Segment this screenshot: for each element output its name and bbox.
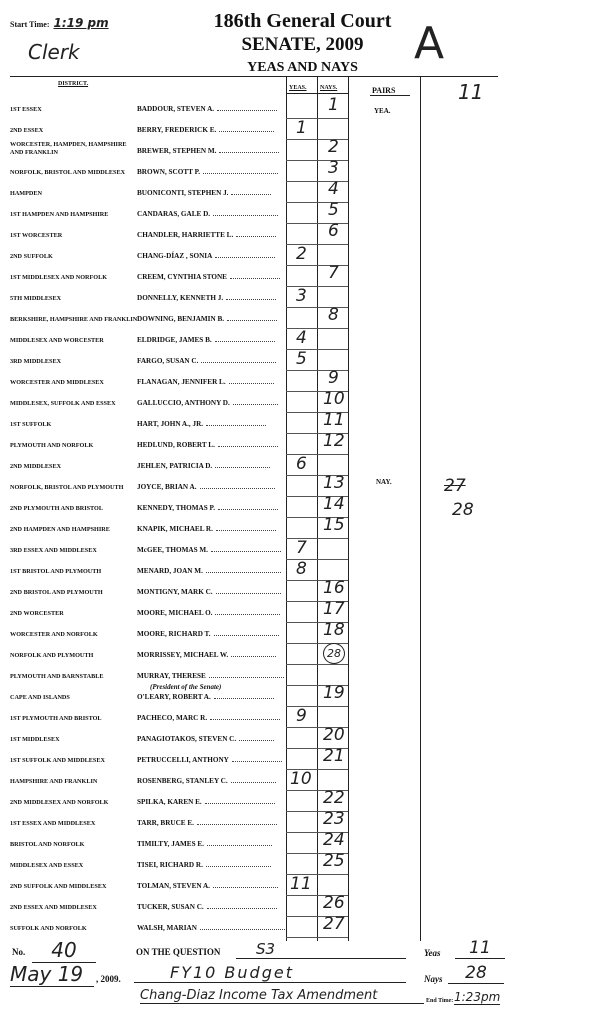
senator-name (137, 756, 282, 764)
senator-name-text: JEHLEN, PATRICIA D. (137, 462, 213, 470)
senator-name (137, 105, 277, 113)
start-time-label: Start Time: (10, 20, 50, 29)
name-leader (236, 236, 276, 237)
name-leader (219, 152, 279, 153)
name-leader (231, 194, 271, 195)
senator-name (137, 441, 278, 449)
top-right-number: 11 (458, 80, 484, 104)
district-header: DISTRICT. (58, 81, 89, 87)
name-leader (230, 278, 280, 279)
question-label: ON THE QUESTION (136, 947, 221, 957)
senator-name-text: MOORE, MICHAEL O. (137, 609, 213, 617)
senator-name-text: CHANG-DÍAZ , SONIA (137, 252, 213, 260)
senator-name (137, 819, 277, 827)
senator-name-text: DONNELLY, KENNETH J. (137, 294, 224, 302)
senator-name-text: BERRY, FREDERICK E. (137, 126, 217, 134)
name-leader (229, 383, 274, 384)
senator-name (137, 924, 285, 932)
senator-district: 2ND BRISTOL AND PLYMOUTH (10, 589, 103, 596)
senator-name (137, 798, 275, 806)
name-leader (231, 782, 276, 783)
senator-district: MIDDLESEX AND WORCESTER (10, 337, 104, 344)
senator-district: 1ST SUFFOLK AND MIDDLESEX (10, 757, 105, 764)
yea-mark: 10 (290, 769, 312, 789)
senator-name-text: SPILKA, KAREN E. (137, 798, 202, 806)
nay-mark: 24 (323, 830, 345, 850)
senator-name-text: CREEM, CYNTHIA STONE (137, 273, 227, 281)
senator-district: NORFOLK, BRISTOL AND PLYMOUTH (10, 484, 124, 491)
vote-date: May 19 (10, 962, 94, 987)
pairs-header: PAIRS (372, 86, 396, 95)
senator-name-text: O'LEARY, ROBERT A. (137, 693, 211, 701)
senator-district: CAPE AND ISLANDS (10, 694, 70, 701)
nay-mark: 23 (323, 809, 345, 829)
senator-name-text: MURRAY, THERESE (137, 672, 206, 680)
yea-mark: 4 (296, 328, 307, 348)
senator-name (137, 252, 275, 260)
name-leader (207, 845, 272, 846)
senator-district: MIDDLESEX AND ESSEX (10, 862, 84, 869)
yea-mark: 3 (296, 286, 307, 306)
senator-note: (President of the Senate) (150, 683, 222, 691)
nay-mark: 21 (323, 746, 345, 766)
nay-mark: 7 (328, 263, 339, 283)
name-leader (213, 887, 278, 888)
start-time-value: 1:19 pm (53, 16, 109, 30)
senator-district: WORCESTER, HAMPDEN, HAMPSHIRE AND FRANKLIN (10, 141, 127, 156)
senator-name (137, 525, 276, 533)
senator-name (137, 168, 278, 176)
senator-district: HAMPDEN (10, 190, 42, 197)
senator-name-text: GALLUCCIO, ANTHONY D. (137, 399, 230, 407)
page-subtitle: SENATE, 2009 (241, 34, 364, 55)
senator-name-text: TARR, BRUCE E. (137, 819, 194, 827)
name-leader (217, 110, 277, 111)
senator-district: 2ND MIDDLESEX AND NORFOLK (10, 799, 109, 806)
nay-mark: 3 (328, 158, 339, 178)
senator-name (137, 126, 274, 134)
name-leader (206, 572, 281, 573)
name-leader (214, 635, 279, 636)
pairs-nay-label: NAY. (376, 478, 392, 486)
name-leader (207, 908, 277, 909)
senator-name-text: PETRUCCELLI, ANTHONY (137, 756, 229, 764)
senator-district: 1ST MIDDLESEX AND NORFOLK (10, 274, 108, 281)
name-leader (210, 719, 280, 720)
name-leader (219, 131, 274, 132)
name-leader (227, 320, 277, 321)
senator-name (137, 903, 277, 911)
senator-name (137, 210, 278, 218)
senator-district: 1ST HAMPDEN AND HAMPSHIRE (10, 211, 109, 218)
senator-name (137, 399, 278, 407)
senator-name-text: FLANAGAN, JENNIFER L. (137, 378, 226, 386)
senator-district: 2ND PLYMOUTH AND BRISTOL (10, 505, 104, 512)
vote-year: , 2009. (96, 974, 121, 984)
yea-mark: 2 (296, 244, 307, 264)
senator-district: NORFOLK AND PLYMOUTH (10, 652, 94, 659)
senator-district: SUFFOLK AND NORFOLK (10, 925, 87, 932)
senator-name (137, 588, 281, 596)
senator-name (137, 273, 280, 281)
senator-name (137, 693, 274, 701)
nay-mark: 22 (323, 788, 345, 808)
senator-name (137, 651, 276, 659)
senator-district: WORCESTER AND MIDDLESEX (10, 379, 104, 386)
yea-mark: 7 (296, 538, 307, 558)
senator-name (137, 462, 270, 470)
name-leader (206, 866, 271, 867)
name-leader (200, 929, 285, 930)
senator-name (137, 714, 280, 722)
senator-name-text: BROWN, SCOTT P. (137, 168, 201, 176)
nay-mark: 25 (323, 851, 345, 871)
senator-district: 1ST ESSEX AND MIDDLESEX (10, 820, 96, 827)
senator-name (137, 294, 276, 302)
name-leader (197, 824, 277, 825)
end-time-label: End Time: (426, 998, 454, 1004)
name-leader (215, 614, 280, 615)
senator-name (137, 672, 284, 680)
question-value: S3 (236, 940, 406, 959)
row-rule (286, 664, 348, 665)
clerk-note: Clerk (28, 40, 80, 64)
name-leader (216, 593, 281, 594)
senator-name-text: KENNEDY, THOMAS P. (137, 504, 216, 512)
senator-name (137, 609, 280, 617)
nay-mark: 1 (328, 95, 339, 115)
nay-mark: 20 (323, 725, 345, 745)
name-leader (215, 257, 275, 258)
senator-district: BERKSHIRE, HAMPSHIRE AND FRANKLIN (10, 316, 138, 323)
senator-name-text: PANAGIOTAKOS, STEVEN C. (137, 735, 237, 743)
yeas-total-value: 11 (455, 938, 505, 959)
senator-district: 3RD ESSEX AND MIDDLESEX (10, 547, 97, 554)
senator-district: WORCESTER AND NORFOLK (10, 631, 98, 638)
senator-district: 1ST ESSEX (10, 106, 42, 113)
senator-district: 2ND ESSEX AND MIDDLESEX (10, 904, 97, 911)
pairs-nay-value: 28 (452, 500, 474, 520)
senator-name (137, 189, 271, 197)
nay-mark: 9 (328, 368, 339, 388)
senator-district: 2ND HAMPDEN AND HAMPSHIRE (10, 526, 110, 533)
senator-name (137, 840, 272, 848)
nays-total-label: Nays (424, 974, 443, 984)
senator-name-text: HEDLUND, ROBERT L. (137, 441, 215, 449)
row-rule (286, 937, 348, 938)
senator-district: 5TH MIDDLESEX (10, 295, 62, 302)
senator-district: 2ND SUFFOLK AND MIDDLESEX (10, 883, 107, 890)
senator-name-text: MORRISSEY, MICHAEL W. (137, 651, 229, 659)
name-leader (205, 803, 275, 804)
name-leader (218, 446, 278, 447)
nay-mark: 12 (323, 431, 345, 451)
senator-name-text: MENARD, JOAN M. (137, 567, 203, 575)
nay-mark: 14 (323, 494, 345, 514)
name-leader (239, 740, 274, 741)
yea-mark: 6 (296, 454, 307, 474)
end-time-value: 1:23pm (454, 990, 501, 1004)
nay-mark: 17 (323, 599, 345, 619)
senator-name (137, 735, 274, 743)
nay-mark: 11 (323, 410, 345, 430)
senator-name (137, 315, 277, 323)
name-leader (231, 656, 276, 657)
senator-name-text: FARGO, SUSAN C. (137, 357, 199, 365)
senator-name-text: ROSENBERG, STANLEY C. (137, 777, 228, 785)
pairs-yea-label: YEA. (374, 107, 391, 115)
senator-name (137, 567, 281, 575)
senator-district: 2ND MIDDLESEX (10, 463, 62, 470)
senator-name (137, 357, 276, 365)
yea-mark: 1 (296, 118, 307, 138)
nay-mark: 10 (323, 389, 345, 409)
sheet-letter: A (414, 18, 445, 69)
senator-name-text: JOYCE, BRIAN A. (137, 483, 197, 491)
name-leader (209, 677, 284, 678)
name-leader (213, 215, 278, 216)
senator-name-text: BADDOUR, STEVEN A. (137, 105, 215, 113)
nay-mark: 28 (323, 643, 345, 664)
pairs-nay-struck: 27 (444, 476, 466, 496)
senator-name (137, 777, 276, 785)
name-leader (215, 467, 270, 468)
nays-total-value: 28 (448, 963, 504, 984)
name-leader (216, 530, 276, 531)
yeas-total-label: Yeas (424, 948, 441, 958)
page-heading: YEAS AND NAYS (247, 60, 358, 75)
yea-mark: 8 (296, 559, 307, 579)
senator-name (137, 420, 266, 428)
senator-district: BRISTOL AND NORFOLK (10, 841, 85, 848)
yea-mark: 9 (296, 706, 307, 726)
senator-name-text: BREWER, STEPHEN M. (137, 147, 217, 155)
senator-district: 2ND WORCESTER (10, 610, 64, 617)
senator-name-text: KNAPIK, MICHAEL R. (137, 525, 213, 533)
senator-name-text: McGEE, THOMAS M. (137, 546, 208, 554)
senator-name (137, 504, 278, 512)
senator-district: 2ND ESSEX (10, 127, 44, 134)
name-leader (226, 299, 276, 300)
senator-name (137, 231, 276, 239)
nay-mark: 15 (323, 515, 345, 535)
senator-name-text: TISEI, RICHARD R. (137, 861, 203, 869)
nay-mark: 4 (328, 179, 339, 199)
senator-district: PLYMOUTH AND BARNSTABLE (10, 673, 104, 680)
nay-mark: 13 (323, 473, 345, 493)
name-leader (215, 341, 275, 342)
senator-name (137, 378, 274, 386)
nay-mark: 18 (323, 620, 345, 640)
senator-district: NORFOLK, BRISTOL AND MIDDLESEX (10, 169, 126, 176)
pairs-underline (370, 95, 410, 96)
senator-district: MIDDLESEX, SUFFOLK AND ESSEX (10, 400, 116, 407)
senator-name-text: ELDRIDGE, JAMES B. (137, 336, 212, 344)
subject-value: FY10 Budget (134, 963, 406, 983)
senator-name (137, 147, 279, 155)
name-leader (233, 404, 278, 405)
nay-mark: 27 (323, 914, 345, 934)
senator-name-text: TIMILTY, JAMES E. (137, 840, 204, 848)
senator-name-text: CHANDLER, HARRIETTE L. (137, 231, 234, 239)
senator-name-text: TUCKER, SUSAN C. (137, 903, 204, 911)
name-leader (203, 173, 278, 174)
senator-name-text: BUONICONTI, STEPHEN J. (137, 189, 229, 197)
senator-name-text: PACHECO, MARC R. (137, 714, 208, 722)
name-leader (211, 551, 281, 552)
senator-name-text: HART, JOHN A., JR. (137, 420, 204, 428)
senator-district: HAMPSHIRE AND FRANKLIN (10, 778, 98, 785)
nay-mark: 19 (323, 683, 345, 703)
name-leader (218, 509, 278, 510)
senator-name (137, 483, 275, 491)
name-leader (200, 488, 275, 489)
roll-number-label: No. (12, 947, 26, 957)
senator-name (137, 336, 275, 344)
yeas-header: YEAS. (289, 85, 307, 91)
nays-column-right (348, 76, 349, 941)
yea-mark: 5 (296, 349, 307, 369)
nay-mark: 8 (328, 305, 339, 325)
nay-mark: 16 (323, 578, 345, 598)
senator-district: 2ND SUFFOLK (10, 253, 53, 260)
page-title: 186th General Court (213, 10, 392, 32)
senator-name-text: WALSH, MARIAN (137, 924, 197, 932)
name-leader (232, 761, 282, 762)
nay-mark: 26 (323, 893, 345, 913)
senator-district: PLYMOUTH AND NORFOLK (10, 442, 94, 449)
senator-name-text: DOWNING, BENJAMIN B. (137, 315, 225, 323)
header-rule (10, 76, 498, 77)
senator-district: 1ST BRISTOL AND PLYMOUTH (10, 568, 102, 575)
senator-district: 1ST WORCESTER (10, 232, 63, 239)
pairs-divider (420, 76, 421, 941)
senator-name (137, 630, 279, 638)
senator-name-text: MONTIGNY, MARK C. (137, 588, 213, 596)
senator-name-text: TOLMAN, STEVEN A. (137, 882, 210, 890)
name-leader (201, 362, 276, 363)
senator-district: 1ST PLYMOUTH AND BRISTOL (10, 715, 102, 722)
name-leader (214, 698, 274, 699)
senator-name (137, 882, 278, 890)
nays-header: NAYS. (320, 85, 338, 91)
name-leader (206, 425, 266, 426)
nay-mark: 2 (328, 137, 339, 157)
nay-mark: 6 (328, 221, 339, 241)
roll-number-value: 40 (32, 938, 96, 963)
senator-district: 1ST SUFFOLK (10, 421, 52, 428)
senator-name (137, 861, 271, 869)
senator-district: 1ST MIDDLESEX (10, 736, 60, 743)
nay-mark: 5 (328, 200, 339, 220)
senator-name-text: CANDARAS, GALE D. (137, 210, 211, 218)
senator-district: 3RD MIDDLESEX (10, 358, 62, 365)
yea-mark: 11 (290, 874, 312, 894)
senator-name (137, 546, 281, 554)
amendment-value: Chang-Diaz Income Tax Amendment (140, 988, 424, 1004)
senator-name-text: MOORE, RICHARD T. (137, 630, 211, 638)
